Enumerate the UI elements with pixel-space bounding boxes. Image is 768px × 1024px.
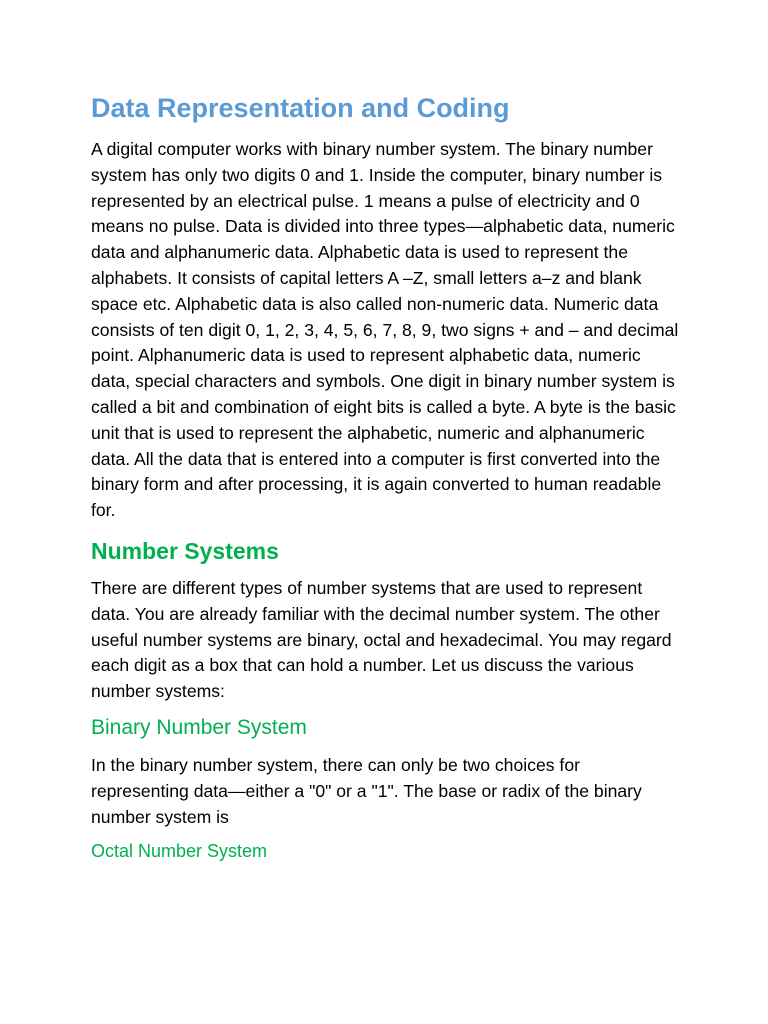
number-systems-paragraph: There are different types of number systems that are used to represent data. You are already familiar with the decimal number system. The other useful number systems are binary, octal and hexadecimal. You may regard each digit as a box that can hold a number. Let us discuss the various number systems:: [91, 577, 672, 702]
document-page: [91, 88, 681, 864]
octal-number-system-heading: Octal Number System: [91, 841, 268, 862]
binary-number-system-heading: Binary Number System: [91, 715, 307, 739]
intro-paragraph: A digital computer works with binary number system. The binary number system has only two digits 0 and 1. Inside the computer, binary number is represented by an electrical pulse. 1 means a pulse of electricity and 0 means no pulse. Data is divided into three types—alphabetic data, numeric data and alphanumeric data. Alphabetic data is used to represent the alphabets. It consists of capital letters A –Z, small letters a–z and blank space etc. Alphabetic data is also called non-numeric data. Numeric data consists of ten digit 0, 1, 2, 3, 4, 5, 6, 7, 8, 9, two signs + and – and decimal point. Alphanumeric data is used to represent alphabetic data, numeric data, special characters and symbols. One digit in binary number system is called a bit and combination of eight bits is called a byte. A byte is the basic unit that is used to represent the alphabetic, numeric and alphanumeric data. All the data that is entered into a computer is first converted into the binary form and after processing, it is again converted to human readable for.: [91, 139, 679, 521]
document-title: Data Representation and Coding: [91, 93, 510, 123]
binary-number-system-paragraph: In the binary number system, there can only be two choices for representing data—either a "0" or a "1". The base or radix of the binary number system is: [91, 754, 642, 827]
number-systems-heading: Number Systems: [91, 537, 279, 564]
